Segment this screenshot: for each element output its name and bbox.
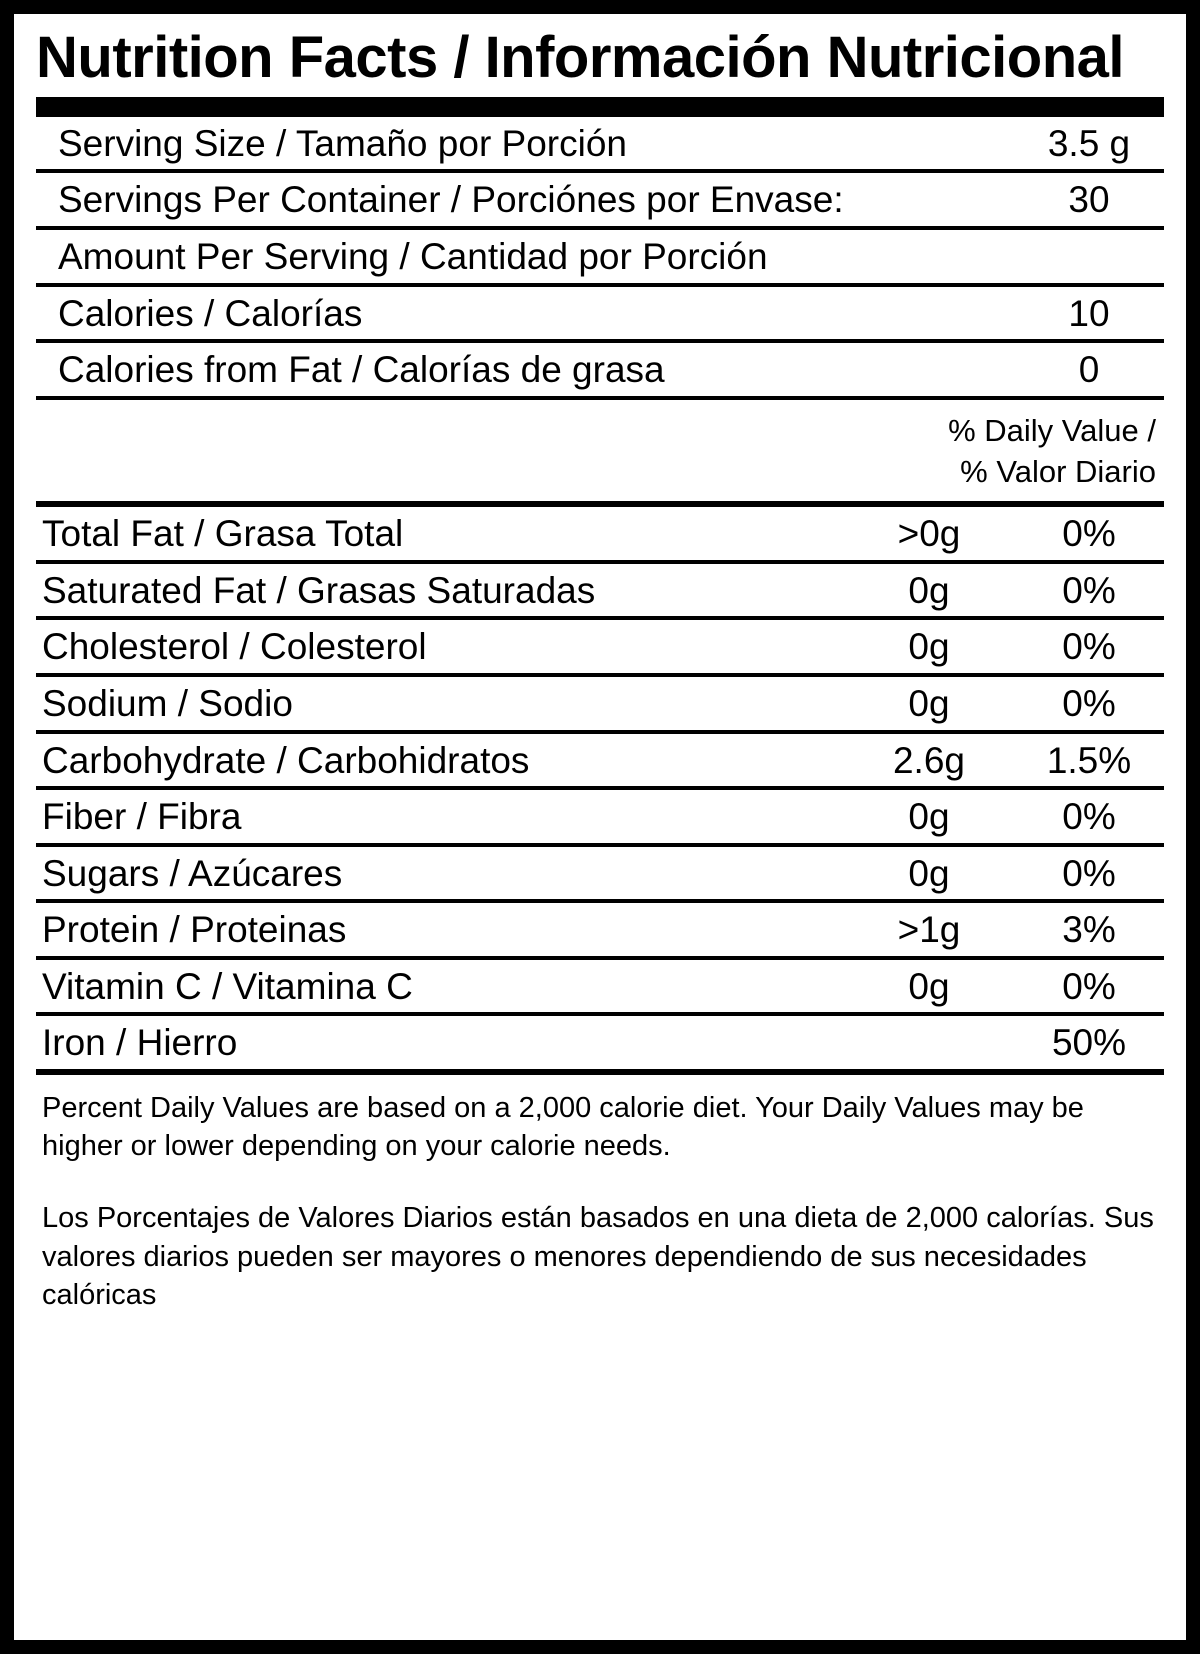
nutrient-amount: 0g (908, 682, 950, 724)
nutrient-label: Fiber / Fibra (42, 796, 242, 838)
nutrient-amount: 2.6g (892, 739, 965, 781)
nutrient-label: Protein / Proteinas (42, 909, 347, 951)
title-divider (36, 97, 1164, 117)
nutrient-daily-value: 0% (1062, 796, 1116, 838)
nutrient-daily-value: 0% (1062, 626, 1116, 668)
servings-per-container-value: 30 (1068, 179, 1110, 221)
nutrient-amount: >1g (897, 909, 961, 951)
table-row (36, 734, 1164, 787)
daily-value-header (36, 400, 1164, 502)
nutrient-daily-value: 0% (1062, 682, 1116, 724)
nutrient-amount: 0g (908, 626, 950, 668)
calories-from-fat-row (36, 343, 1164, 396)
nutrient-label: Saturated Fat / Grasas Saturadas (42, 569, 596, 611)
nutrient-label: Sugars / Azúcares (42, 852, 343, 894)
nutrient-daily-value: 0% (1062, 513, 1116, 555)
table-row (36, 790, 1164, 843)
serving-size-value: 3.5 g (1047, 122, 1131, 164)
servings-per-container-row (36, 173, 1164, 226)
table-row (36, 564, 1164, 617)
nutrient-label: Iron / Hierro (42, 1022, 238, 1064)
table-row (36, 960, 1164, 1013)
table-row (36, 1016, 1164, 1069)
table-row (36, 903, 1164, 956)
serving-size-label: Serving Size / Tamaño por Porción (58, 122, 628, 164)
table-row (36, 507, 1164, 560)
serving-size-row (36, 117, 1164, 170)
nutrient-label: Sodium / Sodio (42, 682, 293, 724)
daily-value-header-line2: % Valor Diario (960, 454, 1156, 490)
table-row (36, 847, 1164, 900)
nutrient-label: Total Fat / Grasa Total (42, 513, 404, 555)
calories-row (36, 287, 1164, 340)
footnote-spanish: Los Porcentajes de Valores Diarios están basados en una dieta de 2,000 calorías. Sus valores diarios pueden ser mayores o menores dependiendo de sus necesidades calóricas (42, 1202, 1154, 1311)
nutrient-daily-value: 0% (1062, 965, 1116, 1007)
nutrient-daily-value: 3% (1062, 909, 1116, 951)
nutrient-amount: 0g (908, 852, 950, 894)
table-row (36, 620, 1164, 673)
calories-label: Calories / Calorías (58, 292, 363, 334)
nutrient-daily-value: 0% (1062, 569, 1116, 611)
amount-per-serving-label: Amount Per Serving / Cantidad por Porción (58, 235, 768, 277)
calories-value: 10 (1068, 292, 1110, 334)
nutrient-daily-value: 0% (1062, 852, 1116, 894)
servings-per-container-label: Servings Per Container / Porciónes por Envase: (58, 179, 844, 221)
page-title: Nutrition Facts / Información Nutricional (36, 25, 1125, 90)
nutrient-label: Cholesterol / Colesterol (42, 626, 427, 668)
nutrient-daily-value: 1.5% (1046, 739, 1132, 781)
nutrient-amount: >0g (897, 513, 961, 555)
calories-from-fat-label: Calories from Fat / Calorías de grasa (58, 349, 665, 391)
footnote-english: Percent Daily Values are based on a 2,000 calorie diet. Your Daily Values may be higher or lower depending on your calorie needs. (42, 1091, 1084, 1163)
nutrient-amount: 0g (908, 569, 950, 611)
daily-value-header-text (948, 410, 1164, 494)
nutrient-label: Vitamin C / Vitamina C (42, 965, 413, 1007)
amount-per-serving-row (36, 230, 1164, 283)
table-row (36, 677, 1164, 730)
nutrient-label: Carbohydrate / Carbohidratos (42, 739, 530, 781)
calories-from-fat-value: 0 (1078, 349, 1100, 391)
nutrient-daily-value: 50% (1051, 1022, 1127, 1064)
nutrient-amount: 0g (908, 965, 950, 1007)
nutrient-amount: 0g (908, 796, 950, 838)
daily-value-header-line1: % Daily Value / (948, 412, 1156, 448)
